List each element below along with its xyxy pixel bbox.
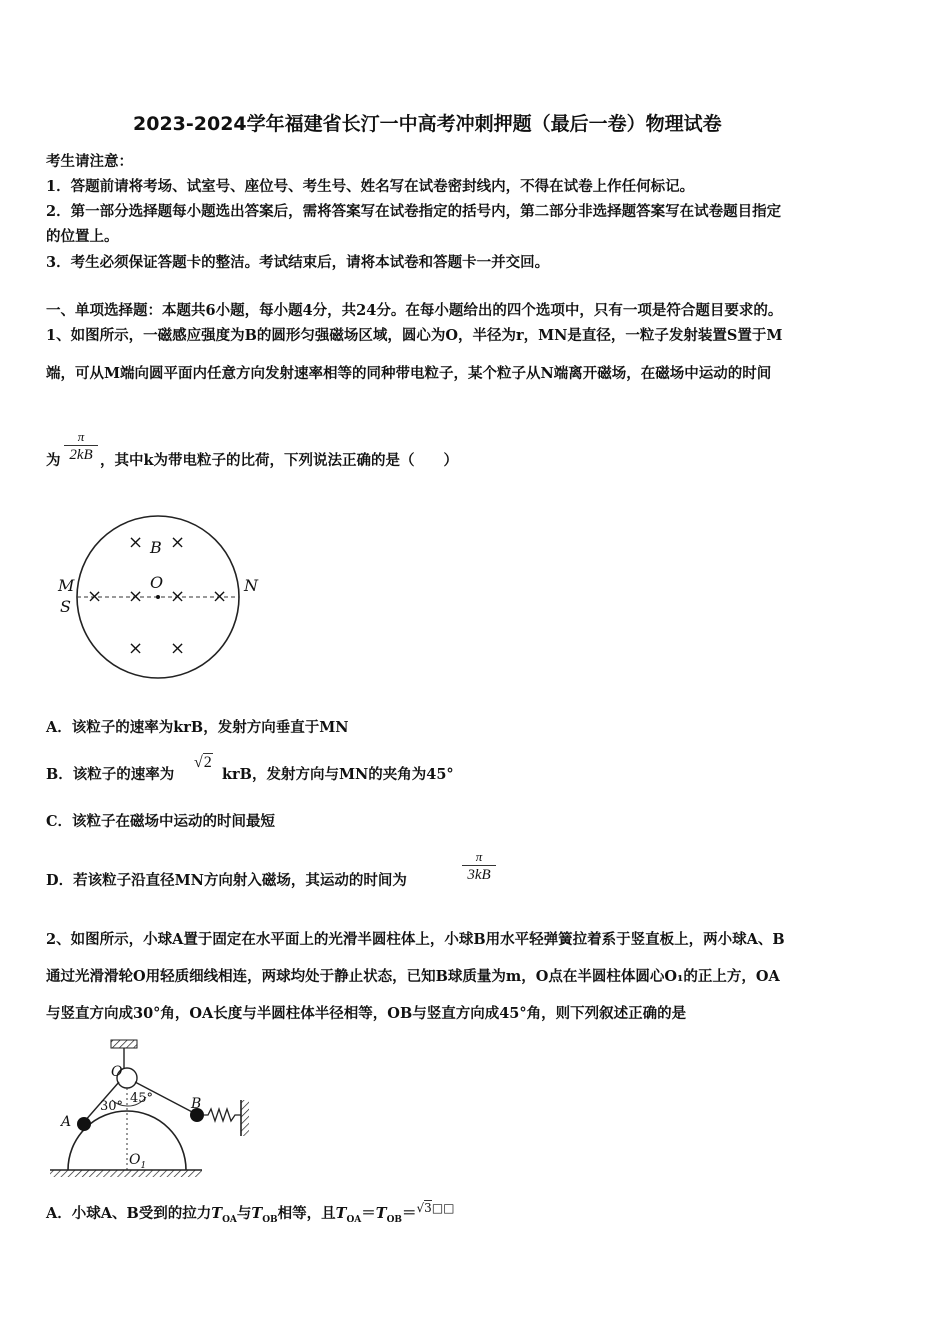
q1-option-b-prefix: B．该粒子的速率为 (46, 766, 175, 783)
q1-stem-line3-prefix: 为 (46, 452, 61, 469)
q1-option-b-radicand: 2 (203, 754, 212, 771)
section-heading: 一、单项选择题：本题共6小题，每小题4分，共24分。在每小题给出的四个选项中，只有一项是符合题目要求的。 (46, 302, 783, 319)
field-cross: × (170, 638, 186, 659)
notice-item-1: 1．答题前请将考场、试室号、座位号、考生号、姓名写在试卷密封线内，不得在试卷上作任何标记。 (46, 178, 695, 195)
notice-heading: 考生请注意： (46, 153, 133, 170)
label-o1: $O_1$ (129, 1152, 147, 1171)
q1-time-numerator: π (77, 429, 85, 444)
field-cross: × (128, 638, 144, 659)
ground-hatch (50, 1170, 202, 1177)
q2-stem-line1: 2、如图所示，小球A置于固定在水平面上的光滑半圆柱体上，小球B用水平轻弹簧拉着系于竖直板上，两小球A、B (46, 931, 785, 948)
q1-stem-line1: 1、如图所示，一磁感应强度为B的圆形匀强磁场区域，圆心为O，半径为r，MN是直径，一粒子发射装置S置于M (46, 327, 783, 344)
q1-time-denominator: 2kB (69, 447, 93, 463)
q2-stem-line2: 通过光滑滑轮O用轻质细线相连，两球均处于静止状态，已知B球质量为m，O点在半圆柱体圆心O₁的正上方，OA (46, 968, 780, 985)
page-title: 2023-2024学年福建省长汀一中高考冲刺押题（最后一卷）物理试卷 (133, 113, 722, 135)
label-s: S (60, 597, 71, 616)
ceiling-mount (111, 1040, 137, 1048)
q1-option-b-sqrt: √2 (194, 754, 212, 771)
field-cross: × (170, 532, 186, 553)
q1-option-a: A．该粒子的速率为krB，发射方向垂直于MN (46, 719, 349, 736)
label-a: A (61, 1114, 72, 1130)
q2-option-a: A．小球A、B受到的拉力$T_{OA}$与$T_{OB}$相等，且$T_{OA}=T_{OB}=^{√3□□}$ (46, 1201, 455, 1225)
field-cross: × (170, 586, 186, 607)
field-cross: × (128, 586, 144, 607)
spring (204, 1109, 241, 1121)
label-b2: B (191, 1096, 202, 1112)
label-m: M (58, 576, 75, 595)
notice-item-2: 2．第一部分选择题每小题选出答案后，需将答案写在试卷指定的括号内，第二部分非选择题答案写在试卷题目指定 (46, 203, 782, 220)
q1-option-d-prefix: D．若该粒子沿直径MN方向射入磁场，其运动的时间为 (46, 872, 407, 889)
label-n: N (244, 576, 258, 595)
q1-stem-line3-suffix: ，其中k为带电粒子的比荷，下列说法正确的是（ ） (100, 452, 459, 469)
label-b: B (150, 538, 162, 557)
wall-hatch (241, 1100, 249, 1136)
q1-stem-line2: 端，可从M端向圆平面内任意方向发射速率相等的同种带电粒子，某个粒子从N端离开磁场，在磁场中运动的时间 (46, 365, 772, 382)
notice-item-2-cont: 的位置上。 (46, 228, 119, 245)
q1-option-c: C．该粒子在磁场中运动的时间最短 (46, 813, 276, 830)
field-cross: × (128, 532, 144, 553)
q2-stem-line3: 与竖直方向成30°角，OA长度与半圆柱体半径相等，OB与竖直方向成45°角，则下列叙述正确的是 (46, 1005, 687, 1022)
q1-option-b-suffix: krB，发射方向与MN的夹角为45° (222, 766, 454, 783)
field-cross: × (87, 586, 103, 607)
notice-item-3: 3．考生必须保证答题卡的整洁。考试结束后，请将本试卷和答题卡一并交回。 (46, 254, 550, 271)
q1-option-d-denominator: 3kB (467, 867, 491, 883)
label-o-pulley: O (111, 1064, 123, 1080)
field-cross: × (212, 586, 228, 607)
q1-option-d-numerator: π (475, 849, 483, 864)
label-angle-30: 30° (100, 1099, 124, 1114)
ball-a (77, 1117, 91, 1131)
label-angle-45: 45° (130, 1091, 154, 1106)
label-o: O (150, 573, 164, 592)
